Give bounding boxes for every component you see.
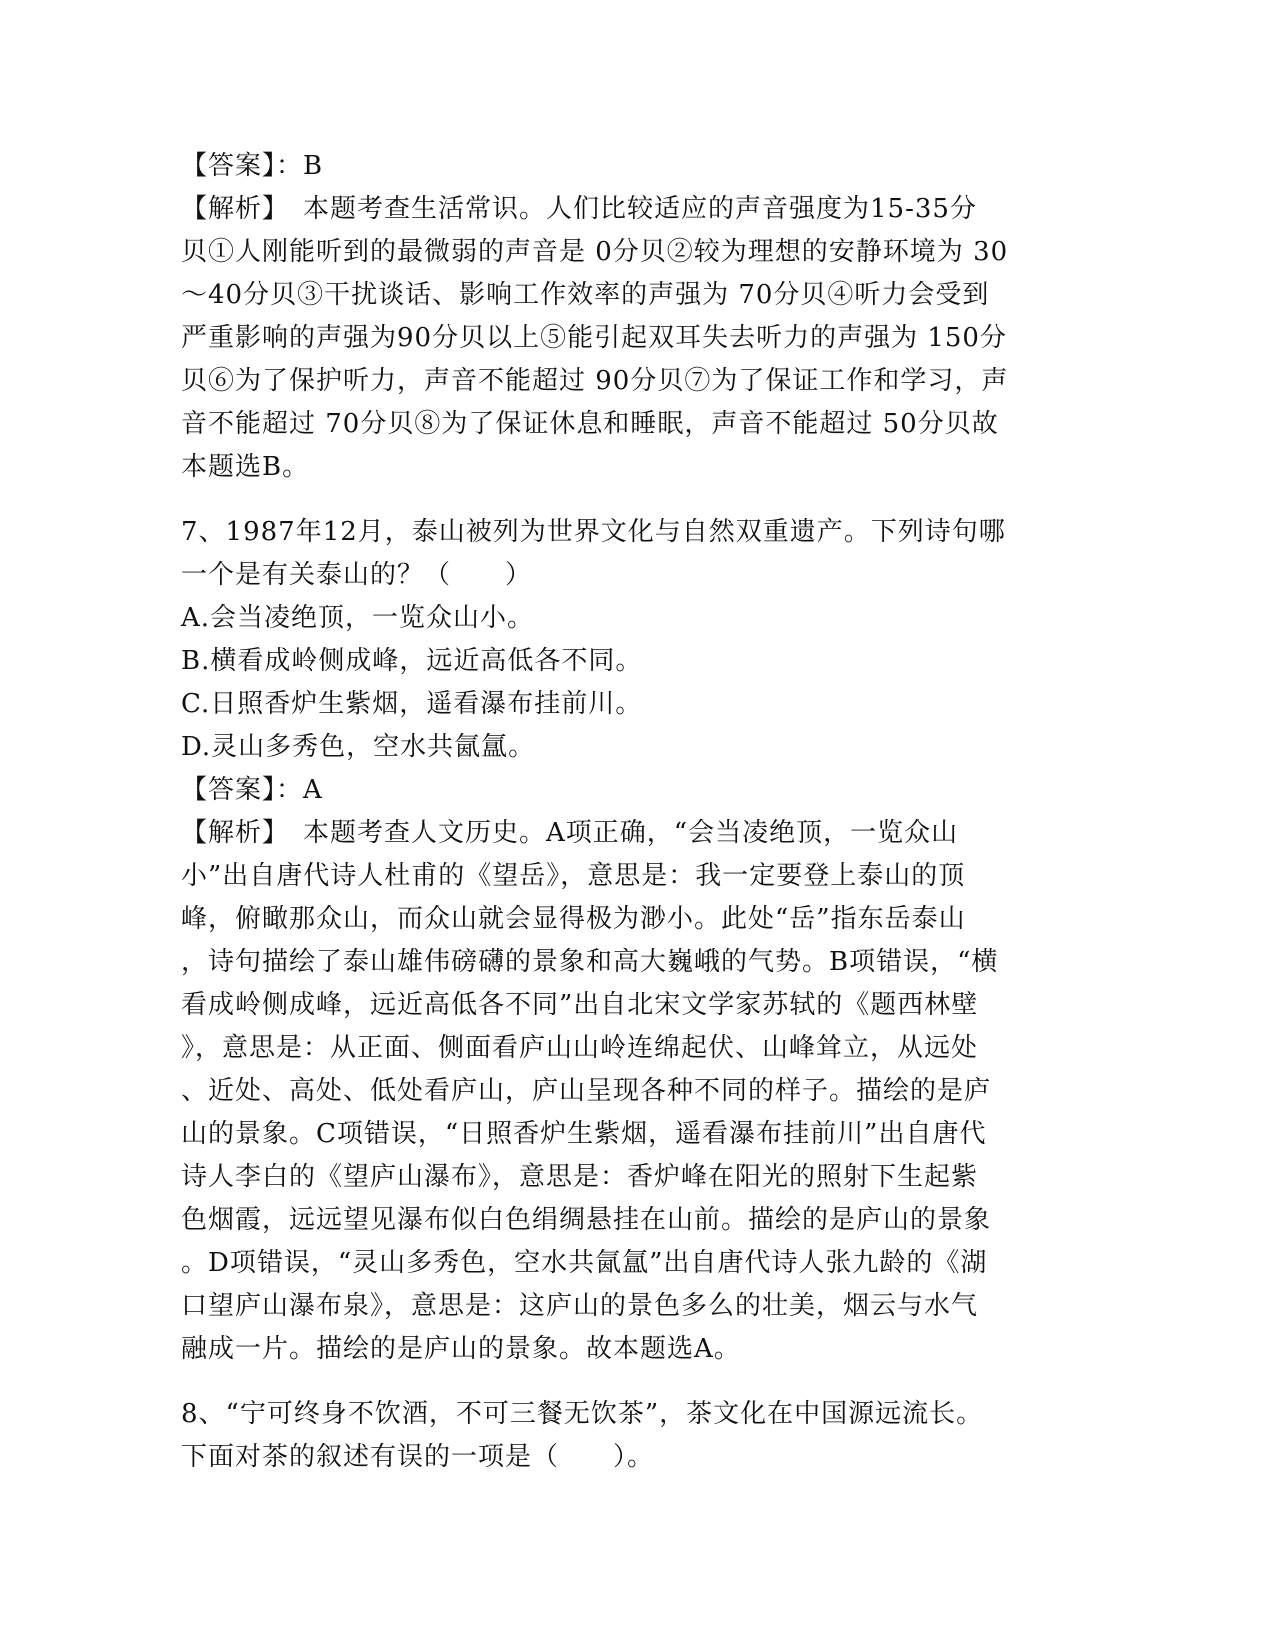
q7-explanation-line: ，诗句描绘了泰山雄伟磅礴的景象和高大巍峨的气势。B项错误，“横 bbox=[181, 947, 999, 977]
q6-explanation-line: 本题选B。 bbox=[181, 452, 310, 482]
q7-explanation-line: 看成岭侧成峰，远近高低各不同”出自北宋文学家苏轼的《题西林壁 bbox=[181, 990, 979, 1020]
q7-explanation-line: 峰，俯瞰那众山，而众山就会显得极为渺小。此处“岳”指东岳泰山 bbox=[181, 904, 966, 934]
section-gap bbox=[181, 1371, 1081, 1393]
q7-explanation-line: 》，意思是：从正面、侧面看庐山山岭连绵起伏、山峰耸立，从远处 bbox=[181, 1033, 979, 1063]
q8-question-line: 8、“宁可终身不饮酒，不可三餐无饮茶”，茶文化在中国源远流长。 bbox=[181, 1399, 984, 1429]
q7-answer: 【答案】：A bbox=[181, 775, 323, 805]
q7-option-c: C.日照香炉生紫烟，遥看瀑布挂前川。 bbox=[181, 689, 643, 719]
q7-explanation-line: 。D项错误，“灵山多秀色，空水共氤氲”出自唐代诗人张九龄的《湖 bbox=[181, 1248, 988, 1278]
q6-explanation-line: 严重影响的声强为90分贝以上⑤能引起双耳失去听力的声强为 150分 bbox=[181, 323, 1007, 353]
q7-explanation-line: 色烟霞，远远望见瀑布似白色绢绸悬挂在山前。描绘的是庐山的景象 bbox=[181, 1205, 992, 1235]
q6-explanation-line: 音不能超过 70分贝⑧为了保证休息和睡眠，声音不能超过 50分贝故 bbox=[181, 409, 999, 439]
q6-explanation-line: ～40分贝③干扰谈话、影响工作效率的声强为 70分贝④听力会受到 bbox=[181, 280, 990, 310]
q8-block bbox=[181, 1393, 1081, 1479]
q7-block bbox=[181, 511, 1081, 1371]
q6-explanation-line: 贝⑥为了保护听力，声音不能超过 90分贝⑦为了保证工作和学习，声 bbox=[181, 366, 1009, 396]
q6-explanation-line: 【解析】 本题考查生活常识。人们比较适应的声音强度为15-35分 bbox=[181, 194, 977, 224]
q7-question-line: 一个是有关泰山的？（ ） bbox=[181, 560, 533, 590]
q7-question-line: 7、1987年12月，泰山被列为世界文化与自然双重遗产。下列诗句哪 bbox=[181, 517, 1006, 547]
q7-option-a: A.会当凌绝顶，一览众山小。 bbox=[181, 603, 535, 633]
q7-explanation-line: 山的景象。C项错误，“日照香炉生紫烟，遥看瀑布挂前川”出自唐代 bbox=[181, 1119, 987, 1149]
document-page bbox=[181, 145, 1081, 1479]
q6-block bbox=[181, 145, 1081, 489]
q6-explanation bbox=[181, 188, 1081, 489]
q7-explanation bbox=[181, 812, 1081, 1371]
q7-explanation-line: 口望庐山瀑布泉》，意思是：这庐山的景色多么的壮美，烟云与水气 bbox=[181, 1291, 979, 1321]
q7-options bbox=[181, 597, 1081, 769]
q7-explanation-line: 融成一片。描绘的是庐山的景象。故本题选A。 bbox=[181, 1334, 741, 1364]
q7-explanation-line: 小”出自唐代诗人杜甫的《望岳》，意思是：我一定要登上泰山的顶 bbox=[181, 861, 966, 891]
q7-explanation-line: 、近处、高处、低处看庐山，庐山呈现各种不同的样子。描绘的是庐 bbox=[181, 1076, 992, 1106]
q6-explanation-line: 贝①人刚能听到的最微弱的声音是 0分贝②较为理想的安静环境为 30 bbox=[181, 237, 1009, 267]
q7-option-b: B.横看成岭侧成峰，远近高低各不同。 bbox=[181, 646, 643, 676]
q6-answer: 【答案】：B bbox=[181, 151, 324, 181]
q7-option-d: D.灵山多秀色，空水共氤氲。 bbox=[181, 732, 536, 762]
q8-question-line: 下面对茶的叙述有误的一项是（ ）。 bbox=[181, 1442, 655, 1472]
section-gap bbox=[181, 489, 1081, 511]
q7-explanation-line: 诗人李白的《望庐山瀑布》，意思是：香炉峰在阳光的照射下生起紫 bbox=[181, 1162, 979, 1192]
q7-question bbox=[181, 511, 1081, 597]
q7-explanation-line: 【解析】 本题考查人文历史。A项正确，“会当凌绝顶，一览众山 bbox=[181, 818, 959, 848]
